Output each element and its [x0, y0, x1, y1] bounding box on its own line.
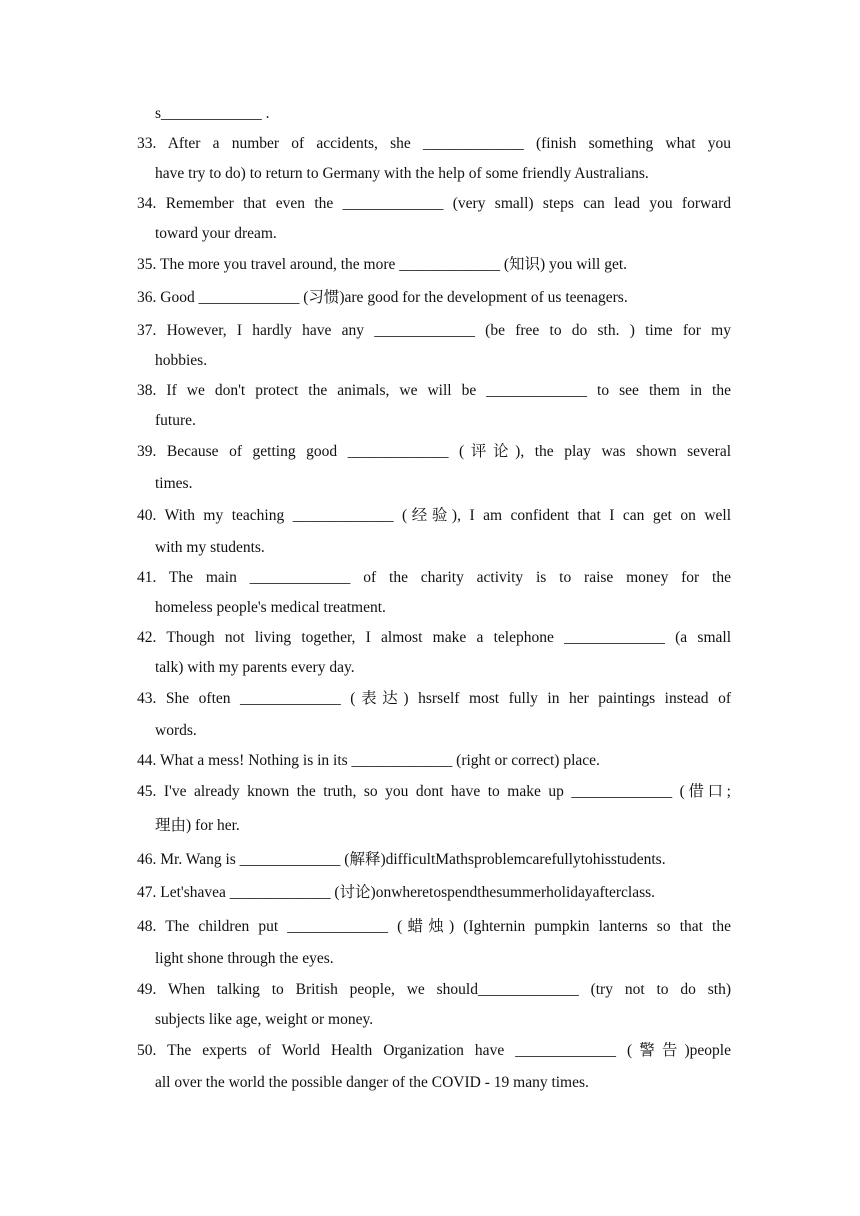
question-text-line: 41. The main _____________ of the charity activity is to raise money for the [137, 569, 731, 586]
question-text-line: 40. With my teaching _____________ (经验), I am confident that I can get on well [137, 507, 731, 524]
question-text-line: 46. Mr. Wang is _____________ (解释)difficultMathsproblemcarefullytohisstudents. [137, 851, 666, 868]
question-text-continuation: s_____________ . [155, 105, 270, 122]
question-text-line: 47. Let'shavea _____________ (讨论)onwheretospendthesummerholidayafterclass. [137, 884, 656, 901]
question-text-continuation: toward your dream. [155, 225, 277, 242]
question-text-continuation: times. [155, 475, 193, 492]
question-text-line: 45. I've already known the truth, so you dont have to make up _____________ (借口; [137, 783, 731, 800]
question-text-line: 39. Because of getting good _____________ (评论), the play was shown several [137, 443, 731, 460]
question-text-line: 36. Good _____________ (习惯)are good for the development of us teenagers. [137, 289, 628, 306]
question-text-line: 48. The children put _____________ (蜡烛) (Ighternin pumpkin lanterns so that the [137, 918, 731, 935]
question-text-line: 35. The more you travel around, the more _____________ (知识) you will get. [137, 256, 628, 273]
question-text-continuation: with my students. [155, 539, 265, 556]
question-text-continuation: talk) with my parents every day. [155, 659, 355, 676]
question-text-line: 44. What a mess! Nothing is in its _____________ (right or correct) place. [137, 752, 600, 769]
question-text-line: 49. When talking to British people, we should_____________ (try not to do sth) [137, 981, 731, 998]
question-text-continuation: homeless people's medical treatment. [155, 599, 386, 616]
question-text-line: 43. She often _____________ (表达) hsrself most fully in her paintings instead of [137, 690, 731, 707]
question-text-continuation: all over the world the possible danger of the COVID - 19 many times. [155, 1074, 589, 1091]
question-text-line: 38. If we don't protect the animals, we will be _____________ to see them in the [137, 382, 731, 399]
question-text-line: 33. After a number of accidents, she _____________ (finish something what you [137, 135, 731, 152]
question-text-continuation: future. [155, 412, 196, 429]
question-text-continuation: 理由) for her. [155, 817, 240, 834]
question-text-line: 50. The experts of World Health Organization have _____________ (警告)people [137, 1042, 731, 1059]
question-text-continuation: subjects like age, weight or money. [155, 1011, 374, 1028]
question-text-continuation: hobbies. [155, 352, 208, 369]
question-text-line: 34. Remember that even the _____________ (very small) steps can lead you forward [137, 195, 731, 212]
question-text-continuation: light shone through the eyes. [155, 950, 334, 967]
question-text-continuation: words. [155, 722, 197, 739]
question-text-line: 37. However, I hardly have any _____________ (be free to do sth. ) time for my [137, 322, 731, 339]
question-text-line: 42. Though not living together, I almost make a telephone _____________ (a small [137, 629, 731, 646]
question-text-continuation: have try to do) to return to Germany with the help of some friendly Australians. [155, 165, 649, 182]
